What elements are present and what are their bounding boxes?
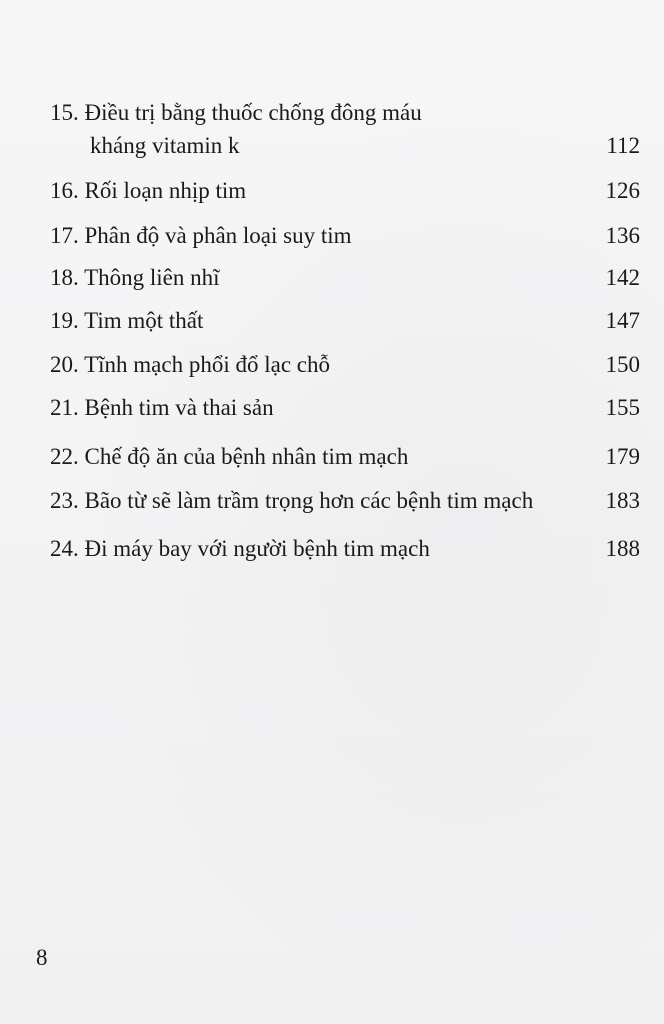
toc-entry-page: 126 <box>605 178 640 203</box>
toc-entry-page: 188 <box>605 536 640 561</box>
toc-entry-title: 16. Rối loạn nhịp tim <box>50 178 247 203</box>
toc-entry-page: 155 <box>605 395 640 420</box>
toc-entry-title-continued: kháng vitamin k <box>90 133 240 158</box>
toc-entry-15 <box>50 98 640 161</box>
toc-entry-page: 147 <box>605 308 640 333</box>
toc-entry-16 <box>50 176 640 206</box>
toc-entry-title: 17. Phân độ và phân loại suy tim <box>50 223 352 248</box>
toc-entry-page: 112 <box>606 133 640 158</box>
toc-entry-title: 15. Điều trị bằng thuốc chống đông máu <box>50 100 422 125</box>
toc-entry-23 <box>50 486 640 516</box>
toc-entry-page: 183 <box>605 488 640 513</box>
toc-entry-18 <box>50 263 640 293</box>
toc-entry-title: 18. Thông liên nhĩ <box>50 265 220 290</box>
toc-entry-title: 19. Tim một thất <box>50 308 204 333</box>
page-number: 8 <box>36 945 48 970</box>
toc-entry-17 <box>50 221 640 251</box>
toc-entry-page: 150 <box>605 352 640 377</box>
toc-entry-title: 24. Đi máy bay với người bệnh tim mạch <box>50 536 430 561</box>
toc-entry-title: 21. Bệnh tim và thai sản <box>50 395 274 420</box>
toc-entry-24 <box>50 534 640 564</box>
toc-entry-page: 179 <box>605 444 640 469</box>
toc-entry-19 <box>50 306 640 336</box>
toc-entry-page: 136 <box>605 223 640 248</box>
toc-entry-20 <box>50 350 640 380</box>
toc-entry-page: 142 <box>605 265 640 290</box>
toc-entry-22 <box>50 442 640 472</box>
toc-entry-21 <box>50 393 640 423</box>
toc-entry-title: 22. Chế độ ăn của bệnh nhân tim mạch <box>50 444 409 469</box>
toc-entry-title: 23. Bão từ sẽ làm trầm trọng hơn các bệnh tim mạch <box>50 488 534 513</box>
toc-entry-title: 20. Tĩnh mạch phổi đổ lạc chỗ <box>50 352 330 377</box>
